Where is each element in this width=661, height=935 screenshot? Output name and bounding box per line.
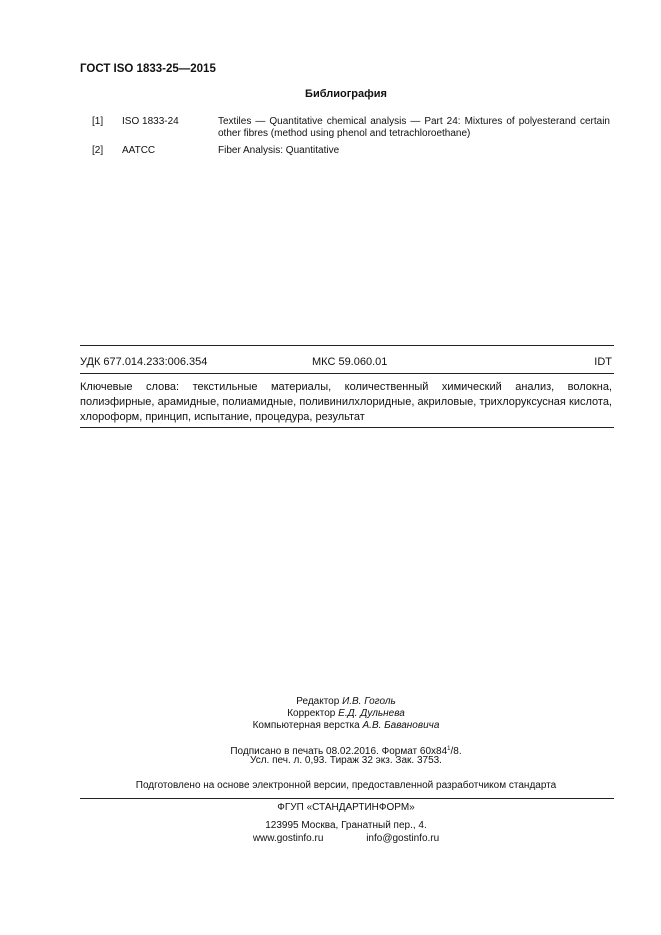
mks-code: МКС 59.060.01 xyxy=(312,356,388,368)
bibliography-title: Библиография xyxy=(305,88,387,100)
editor-name: И.В. Гоголь xyxy=(342,696,396,707)
editor-line xyxy=(80,696,612,708)
idt-label: IDT xyxy=(594,356,612,368)
entry-code: ISO 1833-24 xyxy=(122,116,179,127)
entry-code: AATCC xyxy=(122,145,156,156)
corrector-label: Корректор xyxy=(287,708,336,719)
divider-top xyxy=(80,345,614,346)
entry-description: Fiber Analysis: Quantitative xyxy=(218,145,340,156)
corrector-line xyxy=(80,708,612,720)
contact-row xyxy=(80,833,612,844)
keywords-paragraph: Ключевые слова: текстильные материалы, количественный химический анализ, волокна, полиэфирные, арамидные, полиамидные, поливинилхлоридные, акриловые, трихлоруксусная кислота, хлороформ, принцип, испытание, процедура, результат xyxy=(80,381,612,423)
corrector-name: Е.Д. Дульнева xyxy=(338,708,405,719)
entry-description: Textiles — Quantitative chemical analysis — Part 24: Mixtures of polyesterand certain other fibres (method using phenol and tetrachloroethane) xyxy=(218,116,610,139)
divider-bottom xyxy=(80,427,614,428)
document-code: ГОСТ ISO 1833-25—2015 xyxy=(80,63,216,75)
divider-middle xyxy=(80,373,614,374)
website-link[interactable]: www.gostinfo.ru xyxy=(252,833,324,844)
bibliography-entry xyxy=(80,145,612,159)
publisher-name: ФГУП «СТАНДАРТИНФОРМ» xyxy=(277,802,415,813)
prepared-note: Подготовлено на основе электронной версии, предоставленной разработчиком стандарта xyxy=(135,780,557,791)
publisher-address: 123995 Москва, Гранатный пер., 4. xyxy=(265,820,427,831)
format-subscript: /8. xyxy=(450,746,462,757)
bibliography-entry xyxy=(80,116,612,142)
layout-label: Компьютерная верстка xyxy=(252,720,360,731)
layout-name: А.В. Бавановича xyxy=(362,720,440,731)
entry-number: [1] xyxy=(92,116,104,127)
email-link[interactable]: info@gostinfo.ru xyxy=(366,833,440,844)
editor-label: Редактор xyxy=(296,696,340,707)
entry-number: [2] xyxy=(92,145,104,156)
layout-line xyxy=(80,720,612,732)
format-superscript: 1 xyxy=(447,746,451,752)
signed-text: Подписано в печать 08.02.2016. Формат 60x84 xyxy=(230,746,448,757)
divider-footer xyxy=(80,798,614,799)
print-info-line: Усл. печ. л. 0,93. Тираж 32 экз. Зак. 3753. xyxy=(250,755,442,766)
udk-code: УДК 677.014.233:006.354 xyxy=(80,356,208,368)
